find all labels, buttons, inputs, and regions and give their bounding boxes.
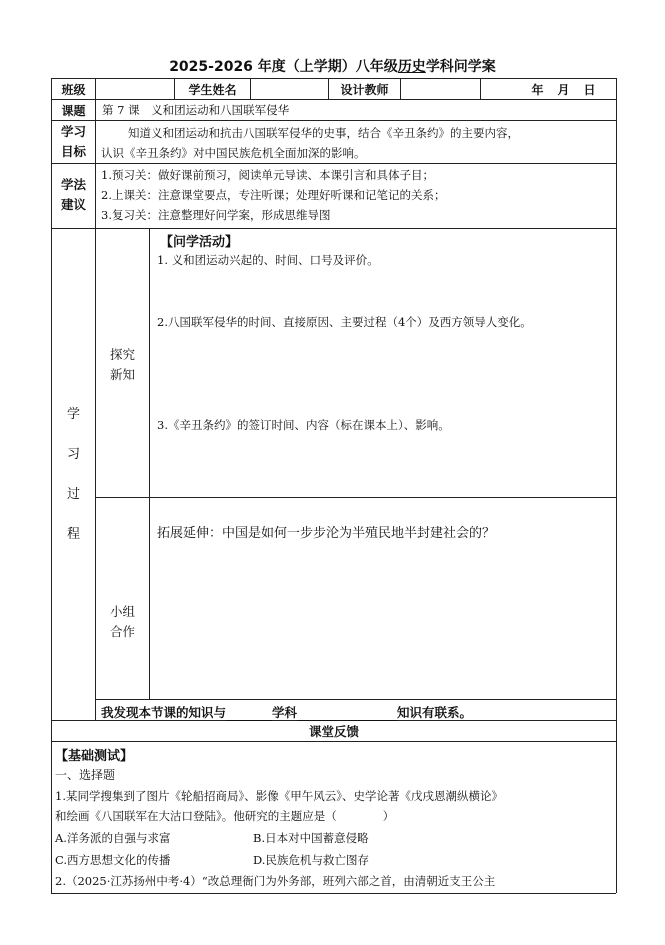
option-b[interactable]: B.日本对中国蓄意侵略	[253, 831, 369, 845]
method-line-3: 3.复习关：注意整理好问学案，形成思维导图	[101, 208, 331, 222]
year-label: 年	[531, 82, 544, 97]
test-q2-line-1: 2.（2025·江苏扬州中考·4）“改总理衙门为外务部，班列六部之首，由清朝近支王公主	[55, 874, 496, 888]
day-label: 日	[583, 82, 596, 97]
topic-label: 课题	[61, 103, 86, 118]
table-border-right	[616, 78, 617, 893]
blank-field[interactable]	[226, 708, 272, 721]
class-label: 班级	[61, 82, 86, 97]
question-2: 2.八国联军侵华的时间、直接原因、主要过程（4个）及西方领导人变化。	[157, 315, 532, 329]
method-label-line: 建议	[60, 197, 86, 212]
process-label-char: 程	[66, 527, 80, 542]
explore-label-line: 新知	[109, 367, 135, 382]
designer-label: 设计教师	[340, 82, 389, 97]
row-divider	[95, 699, 616, 700]
connection-text-2: 学科	[272, 705, 298, 720]
option-d[interactable]: D.民族危机与救亡图存	[253, 853, 369, 867]
explore-label	[96, 345, 149, 385]
connection-row	[101, 703, 472, 721]
blank-field[interactable]	[297, 708, 397, 721]
row-divider	[51, 741, 616, 742]
option-a[interactable]: A.洋务派的自强与求富	[55, 831, 171, 845]
process-label-char: 过	[66, 487, 80, 502]
goal-text-line-2: 认识《辛丑条约》对中国民族危机全面加深的影响。	[101, 146, 366, 160]
goal-label-line: 学习	[60, 124, 86, 139]
group-label	[96, 602, 149, 642]
feedback-label: 课堂反馈	[308, 724, 359, 739]
goal-label-line: 目标	[60, 144, 86, 159]
activity-heading: 【问学活动】	[160, 235, 239, 250]
test-heading: 【基础测试】	[55, 749, 134, 764]
goal-label	[52, 122, 95, 162]
row-divider	[51, 163, 616, 164]
table-border-bottom	[51, 893, 616, 894]
question-3: 3.《辛丑条约》的签订时间、内容（标在课本上）、影响。	[157, 418, 450, 432]
method-label	[52, 175, 95, 215]
option-c[interactable]: C.西方思想文化的传播	[55, 853, 171, 867]
row-divider	[51, 120, 616, 121]
column-divider	[149, 228, 150, 699]
month-label: 月	[557, 82, 570, 97]
process-label-char: 习	[66, 447, 80, 462]
method-label-line: 学法	[60, 177, 86, 192]
column-divider	[250, 78, 251, 99]
row-divider	[95, 497, 616, 498]
method-line-1: 1.预习关：做好课前预习，阅读单元导读、本课引言和具体子目；	[101, 168, 434, 182]
connection-text-1: 我发现本节课的知识与	[101, 705, 227, 720]
test-section: 一、选择题	[55, 768, 116, 782]
question-1: 1. 义和团运动兴起的、时间、口号及评价。	[157, 253, 379, 267]
title-subject: 历史	[397, 59, 426, 75]
page-title	[0, 56, 665, 76]
student-name-label: 学生姓名	[188, 82, 237, 97]
group-label-line: 合作	[109, 624, 135, 639]
test-q1-line-1: 1.某同学搜集到了图片《轮船招商局》、影像《甲午风云》、史学论著《戊戌恩潮纵横论》	[55, 789, 503, 803]
date-field	[481, 79, 616, 99]
method-line-2: 2.上课关：注意课堂要点，专注听课；处理好听课和记笔记的关系；	[101, 188, 446, 202]
title-prefix: 2025-2026 年度（上学期）八年级	[169, 59, 398, 75]
row-divider	[51, 228, 616, 229]
process-label	[52, 395, 95, 555]
goal-text-line-1: 知道义和团运动和抗击八国联军侵华的史事，结合《辛丑条约》的主要内容，	[128, 126, 519, 140]
explore-label-line: 探究	[109, 347, 135, 362]
title-suffix: 学科问学案	[425, 59, 496, 75]
connection-text-3: 知识有联系。	[397, 705, 473, 720]
extension-question: 拓展延伸：中国是如何一步步沦为半殖民地半封建社会的？	[157, 526, 496, 541]
group-label-line: 小组	[109, 604, 135, 619]
test-q1-line-2: 和绘画《八国联军在大沽口登陆》。他研究的主题应是（ ）	[55, 809, 395, 823]
topic-value: 第 7 课 义和团运动和八国联军侵华	[102, 103, 290, 117]
column-divider	[400, 78, 401, 99]
process-label-char: 学	[66, 407, 80, 422]
